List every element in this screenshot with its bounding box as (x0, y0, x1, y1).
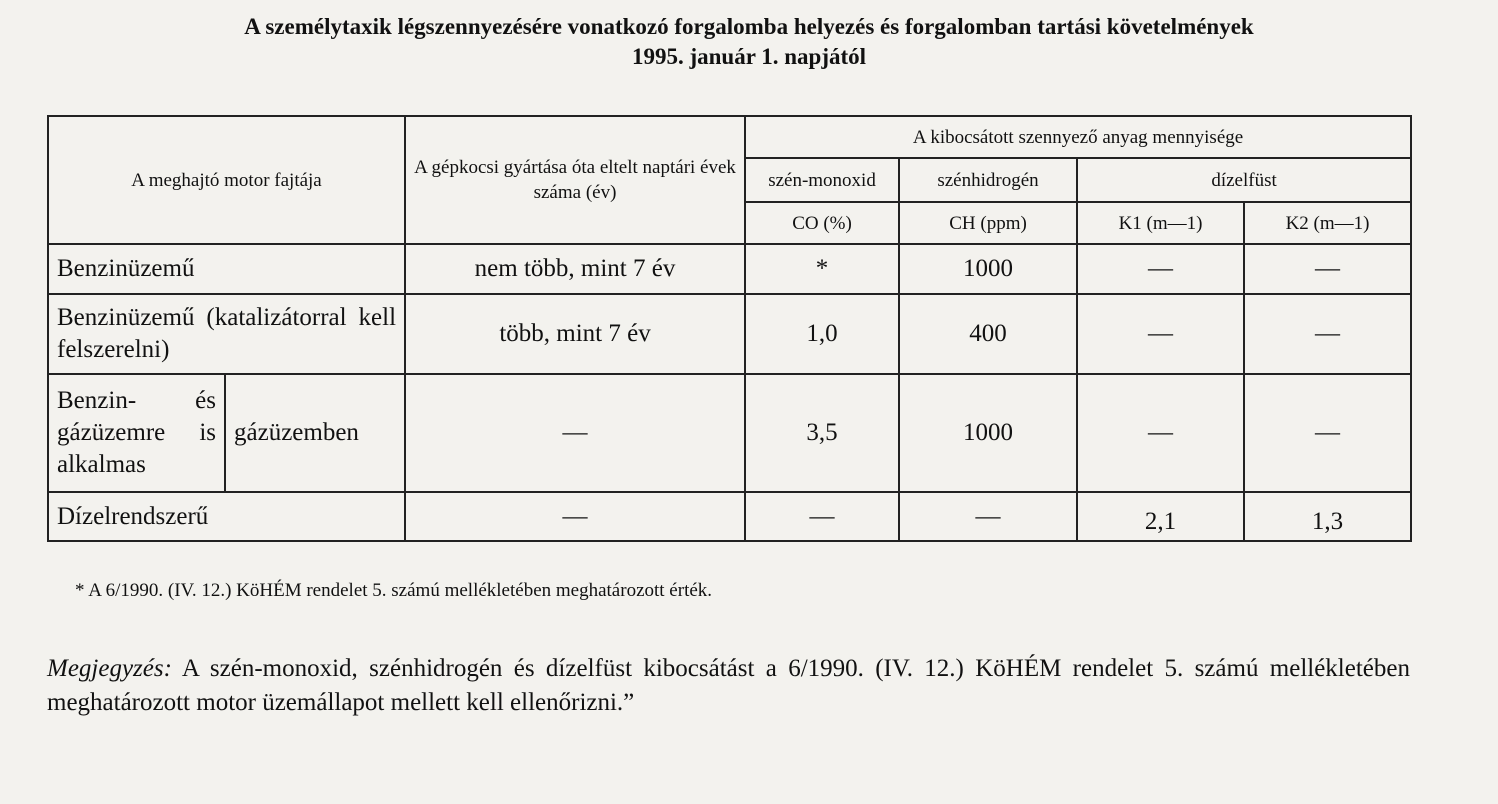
co-cell: * (745, 244, 899, 294)
ch-cell: 1000 (899, 244, 1077, 294)
header-k1-unit: K1 (m—1) (1077, 202, 1244, 244)
engine-cell: Benzinüzemű (katalizátorral kell felszerelni) (48, 294, 405, 374)
k1-cell: — (1077, 374, 1244, 492)
header-ch-unit: CH (ppm) (899, 202, 1077, 244)
years-cell: nem több, mint 7 év (405, 244, 745, 294)
k2-cell: — (1244, 294, 1411, 374)
k1-cell: — (1077, 244, 1244, 294)
header-emission: A kibocsátott szennyező anyag mennyisége (745, 116, 1411, 158)
k2-cell: — (1244, 374, 1411, 492)
header-co: szén-monoxid (745, 158, 899, 202)
title-line-1: A személytaxik légszennyezésére vonatkozó forgalomba helyezés és forgalomban tartási követelmények (244, 14, 1254, 39)
header-diesel: dízelfüst (1077, 158, 1411, 202)
table-row (48, 294, 1411, 374)
engine-cell: Benzinüzemű (48, 244, 405, 294)
k2-cell: — (1244, 244, 1411, 294)
engine-cell: Dízelrendszerű (48, 492, 405, 541)
header-years: A gépkocsi gyártása óta eltelt naptári évek száma (év) (405, 116, 745, 244)
note-paragraph (47, 652, 1410, 720)
co-cell: — (745, 492, 899, 541)
engine-cell: Benzin- és gázüzemre is alkalmas (48, 374, 225, 492)
ch-cell: 400 (899, 294, 1077, 374)
table-row (48, 374, 1411, 492)
header-ch: szénhidrogén (899, 158, 1077, 202)
header-engine-type: A meghajtó motor fajtája (48, 116, 405, 244)
mode-cell: gázüzemben (225, 374, 405, 492)
ch-cell: — (899, 492, 1077, 541)
k2-cell: 1,3 (1244, 492, 1411, 541)
table-row (48, 244, 1411, 294)
years-cell: — (405, 492, 745, 541)
title-line-2: 1995. január 1. napjától (631, 44, 867, 69)
table-row (48, 492, 1411, 541)
ch-cell: 1000 (899, 374, 1077, 492)
header-co-unit: CO (%) (745, 202, 899, 244)
header-k2-unit: K2 (m—1) (1244, 202, 1411, 244)
k1-cell: — (1077, 294, 1244, 374)
k1-cell: 2,1 (1077, 492, 1244, 541)
note-text: A szén-monoxid, szénhidrogén és dízelfüst kibocsátást a 6/1990. (IV. 12.) KöHÉM rendelet 5. számú mellékletében meghatározott motor üzemállapot mellett kell ellenőrizni.” (47, 655, 1410, 716)
requirements-table (47, 115, 1412, 542)
note-label: Megjegyzés: (47, 655, 172, 682)
years-cell: több, mint 7 év (405, 294, 745, 374)
footnote: * A 6/1990. (IV. 12.) KöHÉM rendelet 5. számú mellékletében meghatározott érték. (75, 580, 713, 601)
co-cell: 1,0 (745, 294, 899, 374)
years-cell: — (405, 374, 745, 492)
co-cell: 3,5 (745, 374, 899, 492)
document-title (0, 12, 1498, 72)
